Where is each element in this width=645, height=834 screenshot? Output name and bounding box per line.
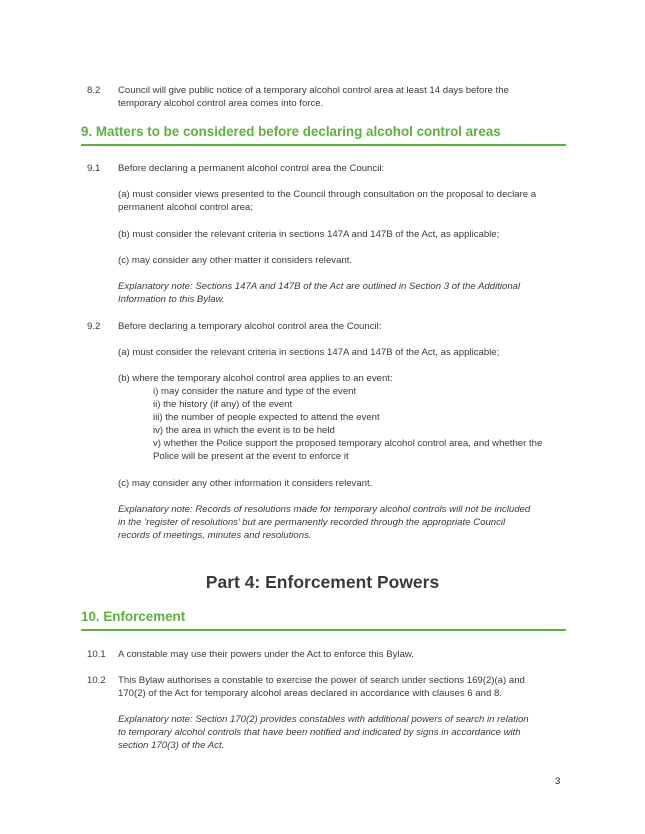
clause-number-9-1: 9.1 — [87, 163, 101, 174]
event-criteria-item: ii) the history (if any) of the event — [153, 399, 293, 410]
clause-9-1-a: (a) must consider views presented to the Council through consultation on the proposal to declare a permanent alcohol control area; — [118, 189, 537, 213]
clause-10-2-text: This Bylaw authorises a constable to exercise the power of search under sections 169(2)(a) and 170(2) of the Act for temporary alcohol areas declared in accordance with clauses 6 and 8. — [118, 675, 525, 699]
clause-9-2-explanatory-note: Explanatory note: Records of resolutions made for temporary alcohol controls will not be included in the ‘register of resolutions’ but are permanently recorded through the appropriate Council records of meetings, minutes and resolutions. — [118, 504, 531, 541]
part-4-title: Part 4: Enforcement Powers — [205, 572, 440, 592]
event-criteria-item: v) whether the Police support the proposed temporary alcohol control area, and whether the Police will be present at the event to enforce it — [153, 438, 543, 462]
clause-9-1-text: Before declaring a permanent alcohol control area the Council: — [118, 163, 385, 174]
clause-number-10-2: 10.2 — [87, 675, 106, 686]
event-criteria-item: i) may consider the nature and type of the event — [153, 386, 357, 397]
event-criteria-item: iv) the area in which the event is to be held — [153, 425, 335, 436]
clause-9-2-c: (c) may consider any other information it considers relevant. — [118, 478, 373, 489]
section-9-heading: 9. Matters to be considered before declaring alcohol control areas — [81, 124, 566, 146]
clause-9-1-explanatory-note: Explanatory note: Sections 147A and 147B of the Act are outlined in Section 3 of the Additional Information to this Bylaw. — [118, 281, 521, 305]
clause-number-8-2: 8.2 — [87, 85, 101, 96]
clause-9-1-c: (c) may consider any other matter it considers relevant. — [118, 255, 353, 266]
clause-10-2-explanatory-note: Explanatory note: Section 170(2) provides constables with additional powers of search in relation to temporary alcohol controls that have been notified and indicated by signs in accordance with section 170(3) of the Act. — [118, 714, 529, 751]
clause-9-1-b: (b) must consider the relevant criteria in sections 147A and 147B of the Act, as applicable; — [118, 229, 500, 240]
page-number: 3 — [555, 776, 561, 787]
section-10-heading: 10. Enforcement — [81, 609, 566, 631]
clause-9-2-b: (b) where the temporary alcohol control area applies to an event: — [118, 373, 393, 384]
clause-number-10-1: 10.1 — [87, 649, 106, 660]
clause-9-2-text: Before declaring a temporary alcohol control area the Council: — [118, 321, 382, 332]
event-criteria-item: iii) the number of people expected to attend the event — [153, 412, 380, 423]
clause-number-9-2: 9.2 — [87, 321, 101, 332]
clause-10-1-text: A constable may use their powers under the Act to enforce this Bylaw. — [118, 649, 414, 660]
clause-8-2-text: Council will give public notice of a temporary alcohol control area at least 14 days before the temporary alcohol control area comes into force. — [118, 85, 509, 109]
clause-9-2-a: (a) must consider the relevant criteria in sections 147A and 147B of the Act, as applicable; — [118, 347, 500, 358]
